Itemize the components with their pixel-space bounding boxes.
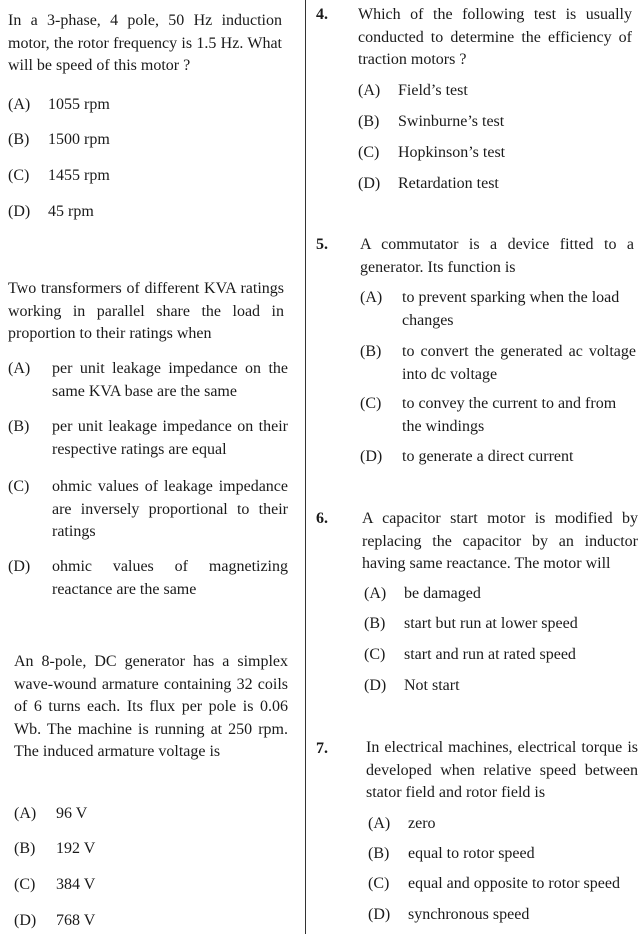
option-label: (C)	[368, 875, 390, 892]
option-text: zero	[408, 815, 436, 832]
option-label: (D)	[368, 906, 391, 923]
option-label: (C)	[364, 646, 386, 663]
option-label: (D)	[8, 203, 31, 220]
option-text: per unit leakage impedance on the same KVA base are the same	[52, 360, 288, 400]
option-text: 96 V	[56, 805, 88, 822]
option-label: (A)	[368, 815, 391, 832]
question-number: 6.	[316, 510, 328, 527]
option-text: equal to rotor speed	[408, 845, 535, 862]
option-text: ohmic values of leakage impedance are inversely proportional to their ratings	[52, 478, 288, 540]
option-text: Hopkinson’s test	[398, 144, 506, 161]
option-label: (C)	[358, 144, 380, 161]
option-label: (B)	[14, 840, 36, 857]
option-text: Retardation test	[398, 175, 499, 192]
option-label: (C)	[8, 167, 30, 184]
option-text: synchronous speed	[408, 906, 530, 923]
option-label: (D)	[14, 912, 37, 929]
option-label: (B)	[8, 418, 30, 435]
question-1	[8, 10, 282, 78]
question-stem: In a 3-phase, 4 pole, 50 Hz induction motor, the rotor frequency is 1.5 Hz. What will be speed of this motor ?	[8, 12, 282, 74]
question-7	[366, 737, 638, 805]
option-label: (D)	[8, 558, 31, 575]
question-3	[14, 651, 288, 764]
option-label: (A)	[8, 96, 31, 113]
option-label: (D)	[364, 677, 387, 694]
question-5	[360, 234, 634, 279]
option-text: 45 rpm	[48, 203, 94, 220]
option-label: (C)	[8, 478, 30, 495]
option-text: to convert the generated ac voltage into dc voltage	[402, 343, 636, 383]
option-text: Swinburne’s test	[398, 113, 505, 130]
option-label: (A)	[358, 82, 381, 99]
question-number: 7.	[316, 740, 328, 757]
option-text: ohmic values of magnetizing reactance are the same	[52, 558, 288, 598]
option-text: 1055 rpm	[48, 96, 110, 113]
option-label: (B)	[364, 615, 386, 632]
option-label: (C)	[360, 395, 382, 412]
option-label: (B)	[360, 343, 382, 360]
option-label: (D)	[360, 448, 383, 465]
option-text: per unit leakage impedance on their respective ratings are equal	[52, 418, 288, 458]
option-label: (A)	[8, 360, 31, 377]
question-number: 4.	[316, 6, 328, 23]
option-text: 768 V	[56, 912, 96, 929]
question-stem: In electrical machines, electrical torque is developed when relative speed between stator field and rotor field is	[366, 739, 638, 801]
option-text: 1455 rpm	[48, 167, 110, 184]
question-stem: An 8-pole, DC generator has a simplex wave-wound armature containing 32 coils of 6 turns each. Its flux per pole is 0.06 Wb. The machine is running at 250 rpm. The induced armature voltage is	[14, 653, 288, 760]
question-stem: Which of the following test is usually conducted to determine the efficiency of traction motors ?	[358, 6, 632, 68]
option-text: to convey the current to and from the windings	[402, 395, 617, 435]
question-stem: A capacitor start motor is modified by replacing the capacitor by an inductor having same reactance. The motor will	[362, 510, 638, 572]
option-label: (B)	[368, 845, 390, 862]
option-text: equal and opposite to rotor speed	[408, 875, 620, 892]
option-label: (B)	[8, 131, 30, 148]
option-label: (D)	[358, 175, 381, 192]
question-stem: Two transformers of different KVA ratings working in parallel share the load in proportion to their ratings when	[8, 280, 284, 342]
question-number: 5.	[316, 236, 328, 253]
question-4	[358, 4, 632, 72]
option-label: (B)	[358, 113, 380, 130]
question-6	[362, 508, 638, 576]
option-text: Field’s test	[398, 82, 468, 99]
option-label: (A)	[360, 289, 383, 306]
option-text: Not start	[404, 677, 460, 694]
option-text: start but run at lower speed	[404, 615, 578, 632]
option-text: to generate a direct current	[402, 448, 574, 465]
option-text: be damaged	[404, 585, 481, 602]
option-label: (C)	[14, 876, 36, 893]
option-text: 384 V	[56, 876, 96, 893]
question-stem: A commutator is a device fitted to a generator. Its function is	[360, 236, 634, 276]
option-label: (A)	[14, 805, 37, 822]
column-divider	[305, 0, 306, 934]
option-text: 1500 rpm	[48, 131, 110, 148]
option-text: 192 V	[56, 840, 96, 857]
option-text: start and run at rated speed	[404, 646, 576, 663]
question-2	[8, 278, 284, 346]
option-label: (A)	[364, 585, 387, 602]
option-text: to prevent sparking when the load changes	[402, 289, 620, 329]
